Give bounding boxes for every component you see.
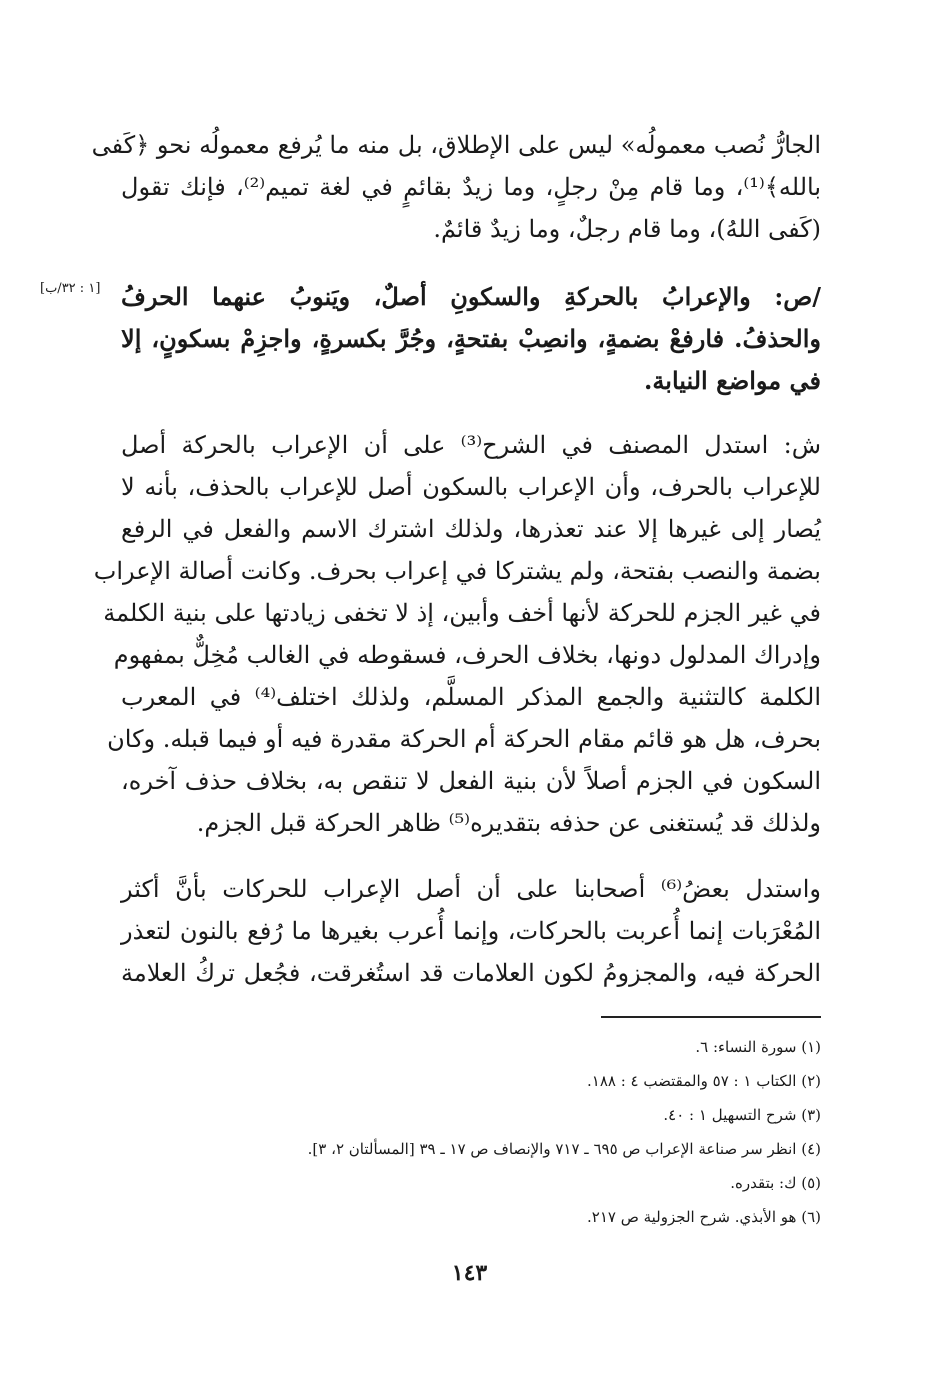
text-line: في مواضع النيابة. bbox=[644, 366, 821, 395]
text-line: السكون في الجزم أصلاً لأن بنية الفعل لا تنقص به، بخلاف حذف آخره، bbox=[121, 767, 821, 795]
text-line: ولذلك قد يُستغنى عن حذفه بتقديره⁽⁵⁾ ظاهر الحركة قبل الجزم. bbox=[196, 809, 821, 837]
text-line: ش: استدل المصنف في الشرح⁽³⁾ على أن الإعراب بالحركة أصل bbox=[121, 431, 821, 459]
footnote: (٦) هو الأبذي. شرح الجزولية ص ٢١٧. bbox=[586, 1208, 821, 1226]
text-line: والحذفُ. فارفعْ بضمةٍ، وانصِبْ بفتحةٍ، وجُرَّ بكسرةٍ، واجزِمْ بسكونٍ، إلا bbox=[121, 324, 821, 353]
footnote: (٤) انظر سر صناعة الإعراب ص ٦٩٥ ـ ٧١٧ والإنصاف ص ١٧ ـ ٣٩ [المسألتان ٢، ٣]. bbox=[307, 1140, 821, 1158]
text-line: للإعراب بالحرف، وأن الإعراب بالسكون أصل للإعراب بالحذف، بأنه لا bbox=[121, 473, 821, 501]
text-line: بضمة والنصب بفتحة، ولم يشتركا في إعراب بحرف. وكانت أصالة الإعراب bbox=[93, 557, 821, 585]
text-line: الكلمة كالتثنية والجمع المذكر المسلَّم، ولذلك اختلف⁽⁴⁾ في المعرب bbox=[121, 683, 821, 711]
text-line: بالله﴾⁽¹⁾، وما قام مِنْ رجلٍ، وما زيدٌ بقائمٍ في لغة تميم⁽²⁾، فإنك تقول bbox=[121, 173, 821, 201]
footnote: (٥) ك: بتقدره. bbox=[730, 1174, 821, 1192]
footnote: (٢) الكتاب ١ : ٥٧ والمقتضب ٤ : ١٨٨. bbox=[587, 1072, 821, 1090]
sharh-paragraph bbox=[93, 424, 821, 844]
page-number: ١٤٣ bbox=[451, 1260, 488, 1286]
top-paragraph bbox=[91, 124, 821, 250]
text-line: واستدل بعضُ⁽⁶⁾ أصحابنا على أن أصل الإعراب للحركات بأنَّ أكثر bbox=[121, 875, 822, 903]
footnote: (٣) شرح التسهيل ١ : ٤٠. bbox=[663, 1106, 821, 1124]
text-line: الجارُّ نُصب معمولُه» ليس على الإطلاق، بل منه ما يُرفع معمولُه نحو ﴿كَفى bbox=[91, 131, 821, 159]
text-line: وإدراك المدلول دونها، بخلاف الحرف، فسقوطه في الغالب مُخِلٌّ بمفهوم bbox=[113, 641, 821, 669]
text-line: المُعْرَبات إنما أُعربت بالحركات، وإنما أُعرب بغيرها ما رُفع بالنون لتعذر bbox=[121, 917, 821, 945]
text-line: يُصار إلى غيرها إلا عند تعذرها، ولذلك اشترك الاسم والفعل في الرفع bbox=[121, 515, 821, 543]
text-line: الحركة فيه، والمجزومُ لكون العلامات قد استُغرقت، فجُعل تركُ العلامة bbox=[121, 959, 821, 987]
text-line: في غير الجزم للحركة لأنها أخف وأبين، إذ لا تخفى زيادتها على بنية الكلمة bbox=[103, 599, 821, 627]
footnote-separator bbox=[601, 1016, 821, 1018]
matn-paragraph bbox=[121, 276, 821, 402]
text-line: /ص: والإعرابُ بالحركةِ والسكونِ أصلٌ، ويَنوبُ عنهما الحرفُ bbox=[121, 282, 821, 311]
manuscript-folio-ref: [١ : ٣٢/ب] bbox=[40, 281, 101, 296]
footnote: (١) سورة النساء: ٦. bbox=[695, 1038, 821, 1056]
text-line: (كَفى اللهُ)، وما قام رجلٌ، وما زيدٌ قائمٌ. bbox=[433, 215, 821, 243]
text-line: بحرف، هل هو قائم مقام الحركة أم الحركة مقدرة فيه أو فيما قبله. وكان bbox=[107, 725, 821, 753]
footnotes bbox=[121, 1030, 821, 1234]
last-paragraph bbox=[121, 868, 821, 994]
